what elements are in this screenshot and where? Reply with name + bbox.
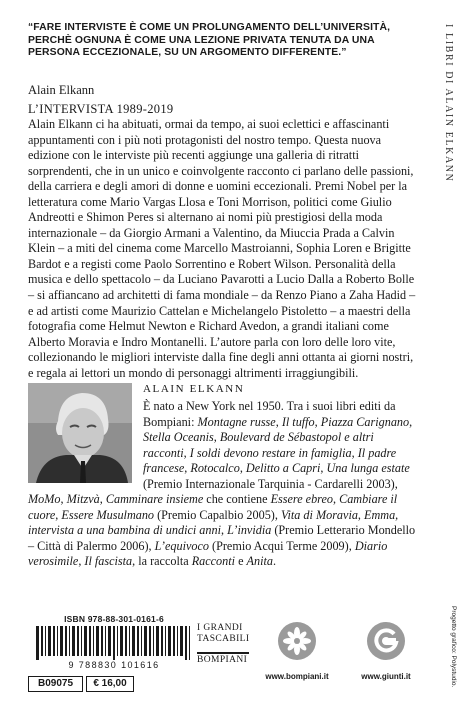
book-title: Montagne russe (197, 414, 276, 429)
book-title: L’equivoco (154, 538, 209, 553)
barcode-bar (41, 626, 43, 656)
barcode-bar (180, 626, 183, 656)
book-title: Il tuffo (281, 414, 315, 429)
bio-text-run: , (275, 414, 282, 429)
barcode-bar (93, 626, 94, 656)
book-title: Rotocalco (190, 461, 240, 476)
barcode-bar (168, 626, 171, 656)
product-code: B09075 (28, 676, 83, 692)
bio-text-run: , (357, 507, 365, 522)
barcode-bar (60, 626, 63, 656)
book-title: Il padre francese (143, 445, 397, 476)
book-title: Mitzvà (66, 492, 100, 507)
price-tag: € 16,00 (86, 676, 134, 692)
book-title: Delitto a Capri (245, 461, 321, 476)
bio-text-run: , (78, 554, 85, 569)
barcode-bar (177, 626, 178, 656)
giunti-website-link[interactable]: www.giunti.it (361, 672, 411, 681)
barcode-bar (81, 626, 82, 656)
quote-author: Alain Elkann (28, 83, 95, 97)
series-line: I GRANDI (197, 623, 243, 633)
barcode-bar (113, 626, 115, 660)
barcode-digits: 9 788830 101616 (68, 660, 160, 670)
bio-text-run: , (184, 461, 191, 476)
series-line: TASCABILI (197, 633, 250, 644)
series-name (197, 623, 253, 644)
author-biography (28, 399, 420, 570)
design-credit: Progetto grafico: Polystudio. (450, 606, 457, 688)
barcode-bar (108, 626, 111, 656)
bio-text-run: (Premio Internazionale Tarquinia - Cardarelli 2003), (143, 476, 398, 491)
bio-text-run: (Premio Acqui Terme 2009), (208, 538, 355, 553)
barcode-bar (156, 626, 159, 656)
barcode-bar (173, 626, 175, 656)
bio-text-run: , (220, 523, 228, 538)
barcode-bar (72, 626, 75, 656)
barcode-bar (84, 626, 87, 656)
barcode-bar (53, 626, 55, 656)
isbn-number: ISBN 978-88-301-0161-6 (64, 614, 164, 624)
barcode-bar (96, 626, 99, 656)
cover-quote: “FARE INTERVISTE È COME UN PROLUNGAMENTO DELL’UNIVERSITÀ, PERCHÈ OGNUNA È COME UNA LEZIONE PRIVATA TENUTA DA UNA PERSONA ECCEZIONALE, SU UN ARGOMENTO DIFFERENTE.” (28, 22, 391, 59)
book-title: Emma, intervista a una bambina di undici anni (28, 507, 399, 538)
barcode-bar (36, 626, 39, 660)
series-title-vertical: I LIBRI DI ALAIN ELKANN (443, 24, 454, 183)
bio-text-run: , (409, 414, 413, 429)
barcode-bar (77, 626, 79, 656)
bio-text-run: , (239, 461, 246, 476)
book-title-heading: L’INTERVISTA 1989-2019 (28, 102, 174, 116)
bio-text-run: (Premio Letterario Mondello – Città di Palermo 2006), (28, 523, 416, 553)
bio-text-run: , (320, 461, 327, 476)
bio-text-run: , (55, 507, 62, 522)
book-title: Essere Musulmano (61, 507, 155, 522)
barcode-bar (153, 626, 154, 656)
barcode-bar (129, 626, 130, 656)
bio-text-run: , (213, 430, 220, 445)
barcode-bar (101, 626, 103, 656)
book-title: MoMo (28, 492, 61, 507)
bio-text-run: , (60, 492, 67, 507)
book-title: Boulevard de Sébastopol e altri racconti (143, 430, 374, 460)
bompiani-logo-icon (277, 621, 317, 661)
barcode-bar (149, 626, 151, 656)
barcode-bar (105, 626, 106, 656)
barcode-bar (137, 626, 139, 656)
barcode-bar (125, 626, 127, 656)
barcode-bar (165, 626, 166, 656)
book-title: Camminare insieme (105, 492, 204, 507)
giunti-logo-icon (366, 621, 406, 661)
barcode-bar (117, 626, 118, 656)
bio-text-run: (Premio Capalbio 2005), (154, 507, 281, 522)
isbn-barcode-block (28, 614, 200, 671)
barcode-bar (185, 626, 187, 660)
bio-text-run: , (183, 445, 190, 460)
barcode-icon (34, 626, 194, 660)
barcode-bar (189, 626, 190, 660)
bio-text-run: , (314, 414, 321, 429)
barcode-bar (144, 626, 147, 656)
bio-text-run: , la raccolta (132, 554, 192, 569)
book-title: L’invidia (227, 523, 272, 538)
book-description: Alain Elkann ci ha abituati, ormai da tempo, ai suoi eclettici e affascinanti appuntamenti con i più noti protagonisti del nostro tempo. Questa nuova edizione con le interviste più recenti aggiunge una galleria di ritratti sorprendenti, che in un unico e coinvolgente racconto ci parlano delle passioni, della carriera e degli amori di donne e uomini eccezionali. Premi Nobel per la letteratura come Mario Vargas Llosa e Toni Morrison, politici come Giulio Andreotti e Shimon Peres si alternano ai nomi più prestigiosi della moda internazionale – da Giorgio Armani a Valentino, da Miuccia Prada a Calvin Klein – a miti del cinema come Marcello Mastroianni, Sophia Loren e Brigitte Bardot e a registi come Paolo Sorrentino e Robert Wilson. Personalità della musica e dello spettacolo – da Luciano Pavarotti a Lucio Dalla a Roberto Bolle – si affiancano ad architetti di fama mondiale – da Renzo Piano a Zaha Hadid – e ad artisti come Maurizio Cattelan e Michelangelo Pistoletto – a maestri della fotografia come Helmut Newton e Richard Avedon, a grandi italiani come Alberto Moravia e Indro Montanelli. L’autore parla con loro delle loro vite, collezionando le migliori interviste dalla fine degli anni ottanta ai giorni nostri, e regala ai lettori un mondo di personaggi altrimenti irraggiungibili. (28, 117, 416, 380)
barcode-bar (69, 626, 70, 656)
series-divider (197, 652, 249, 654)
bio-text-run: . (272, 554, 276, 569)
barcode-bar (141, 626, 142, 656)
barcode-bar (161, 626, 163, 656)
barcode-bar (132, 626, 135, 656)
bio-text-run: , (332, 492, 340, 507)
bio-text-run: che contiene (203, 492, 271, 507)
book-title: Anita (246, 554, 273, 569)
book-title: Stella Oceanis (143, 430, 214, 445)
book-title: Una lunga estate (326, 461, 410, 476)
barcode-bar (65, 626, 67, 656)
barcode-bar (57, 626, 58, 656)
series-brand: BOMPIANI (197, 655, 248, 665)
barcode-bar (48, 626, 51, 656)
bio-text-run: , (351, 445, 358, 460)
book-title: Cambiare il cuore (28, 492, 398, 522)
barcode-bar (120, 626, 123, 656)
book-title: Piazza Carignano (320, 414, 410, 429)
barcode-bar (89, 626, 91, 656)
book-title: Racconti (191, 554, 236, 569)
book-title: Vita di Moravia (280, 507, 358, 522)
bompiani-website-link[interactable]: www.bompiani.it (265, 672, 329, 681)
book-title: Diario verosimile (28, 538, 388, 569)
book-title: Essere ebreo (270, 492, 333, 507)
book-title: I soldi devono restare in famiglia (189, 445, 352, 460)
bio-text-run: , (99, 492, 106, 507)
bio-text-run: e (235, 554, 247, 569)
bio-text-run: È nato a New York nel 1950. Tra i suoi libri editi da Bompiani: (143, 399, 396, 429)
book-title: Il fascista (84, 554, 133, 569)
author-heading: ALAIN ELKANN (143, 383, 245, 395)
barcode-bar (45, 626, 46, 656)
